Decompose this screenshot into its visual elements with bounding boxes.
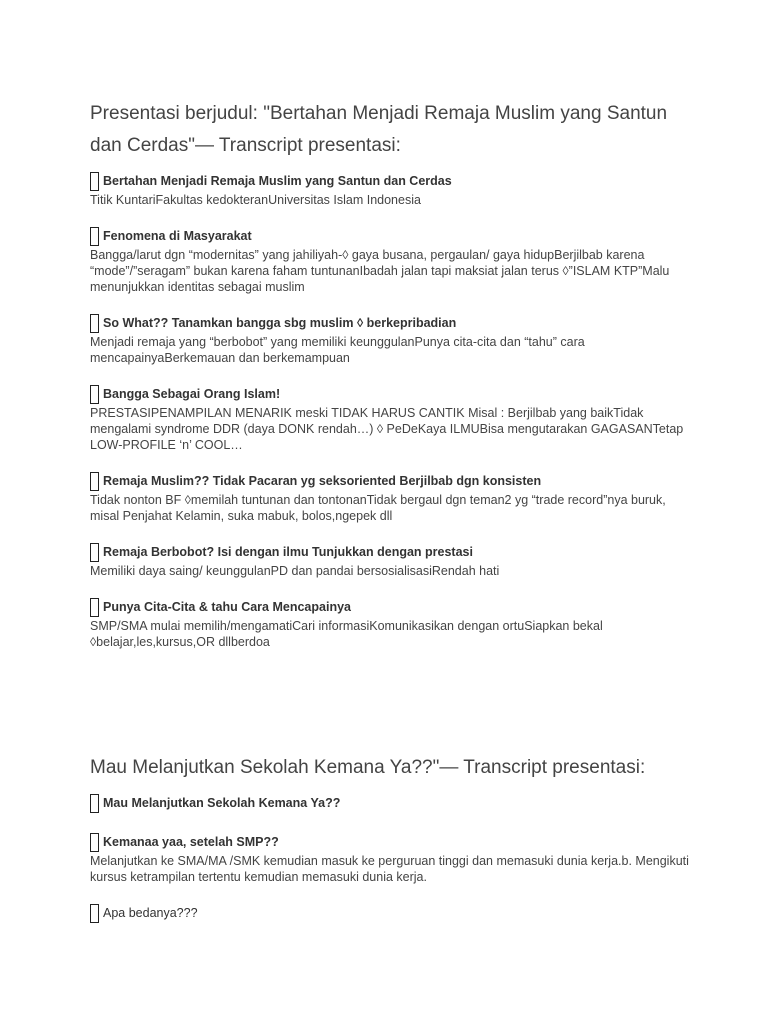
- presentation-title-1: Presentasi berjudul: "Bertahan Menjadi Remaja Muslim yang Santun dan Cerdas"— Transcript presentasi:: [90, 103, 668, 156]
- slide-title: Fenomena di Masyarakat: [103, 229, 252, 243]
- slide-title: Remaja Berbobot? Isi dengan ilmu Tunjukkan dengan prestasi: [103, 545, 473, 559]
- slide-heading: [90, 541, 690, 563]
- slide-body: Titik KuntariFakultas kedokteranUniversitas Islam Indonesia: [90, 193, 421, 207]
- missing-glyph-box-icon: [90, 543, 99, 562]
- slide-entry: [90, 902, 690, 924]
- slide-entry: [90, 312, 690, 366]
- slide-entry: [90, 225, 690, 295]
- slide-heading: [90, 902, 690, 924]
- slide-entry: [90, 383, 690, 453]
- slide-body: Bangga/larut dgn “modernitas” yang jahiliyah-◊ gaya busana, pergaulan/ gaya hidupBerjilbab karena “mode”/”seragam” bukan karena faham tuntunanIbadah jalan tapi maksiat jalan terus ◊”ISLAM KTP”Malu menunjukkan identitas sebagai muslim: [90, 248, 670, 294]
- slide-body: Tidak nonton BF ◊memilah tuntunan dan tontonanTidak bergaul dgn teman2 yg “trade record”nya buruk, misal Penjahat Kelamin, suka mabuk, bolos,ngepek dll: [90, 493, 666, 523]
- slide-heading: [90, 383, 690, 405]
- slide-heading: [90, 792, 690, 814]
- missing-glyph-box-icon: [90, 598, 99, 617]
- missing-glyph-box-icon: [90, 794, 99, 813]
- slide-entry: [90, 596, 690, 650]
- slide-title: Apa bedanya???: [103, 906, 198, 920]
- slide-body: Memiliki daya saing/ keunggulanPD dan pandai bersosialisasiRendah hati: [90, 564, 500, 578]
- missing-glyph-box-icon: [90, 227, 99, 246]
- slide-title: Mau Melanjutkan Sekolah Kemana Ya??: [103, 796, 341, 810]
- slide-heading: [90, 831, 690, 853]
- missing-glyph-box-icon: [90, 385, 99, 404]
- slide-entry: [90, 470, 690, 524]
- slide-list-1: [90, 170, 690, 667]
- slide-title: Bangga Sebagai Orang Islam!: [103, 387, 281, 401]
- slide-entry: [90, 541, 690, 579]
- presentation-title-2: Mau Melanjutkan Sekolah Kemana Ya??"— Transcript presentasi:: [90, 757, 646, 778]
- slide-body: Melanjutkan ke SMA/MA /SMK kemudian masuk ke perguruan tinggi dan memasuki dunia kerja.b. Mengikuti kursus ketrampilan tertentu kemudian memasuki dunia kerja.: [90, 854, 689, 884]
- slide-list-2: [90, 792, 690, 941]
- missing-glyph-box-icon: [90, 833, 99, 852]
- slide-body: Menjadi remaja yang “berbobot” yang memiliki keunggulanPunya cita-cita dan “tahu” cara mencapainyaBerkemauan dan berkemampuan: [90, 335, 585, 365]
- slide-heading: [90, 225, 690, 247]
- slide-body: PRESTASIPENAMPILAN MENARIK meski TIDAK HARUS CANTIK Misal : Berjilbab yang baikTidak mengalami syndrome DDR (daya DONK rendah…) ◊ PeDeKaya ILMUBisa mengutarakan GAGASANTetap LOW-PROFILE ‘n’ COOL…: [90, 406, 684, 452]
- missing-glyph-box-icon: [90, 314, 99, 333]
- missing-glyph-box-icon: [90, 472, 99, 491]
- slide-heading: [90, 596, 690, 618]
- slide-body: SMP/SMA mulai memilih/mengamatiCari informasiKomunikasikan dengan ortuSiapkan bekal ◊belajar,les,kursus,OR dllberdoa: [90, 619, 603, 649]
- slide-heading: [90, 312, 690, 334]
- slide-entry: [90, 831, 690, 885]
- slide-title: Kemanaa yaa, setelah SMP??: [103, 835, 279, 849]
- missing-glyph-box-icon: [90, 172, 99, 191]
- missing-glyph-box-icon: [90, 904, 99, 923]
- slide-heading: [90, 170, 690, 192]
- slide-title: Bertahan Menjadi Remaja Muslim yang Santun dan Cerdas: [103, 174, 452, 188]
- slide-title: Remaja Muslim?? Tidak Pacaran yg seksoriented Berjilbab dgn konsisten: [103, 474, 542, 488]
- slide-entry: [90, 792, 690, 814]
- slide-title: So What?? Tanamkan bangga sbg muslim ◊ berkepribadian: [103, 316, 457, 330]
- slide-entry: [90, 170, 690, 208]
- slide-heading: [90, 470, 690, 492]
- slide-title: Punya Cita-Cita & tahu Cara Mencapainya: [103, 600, 351, 614]
